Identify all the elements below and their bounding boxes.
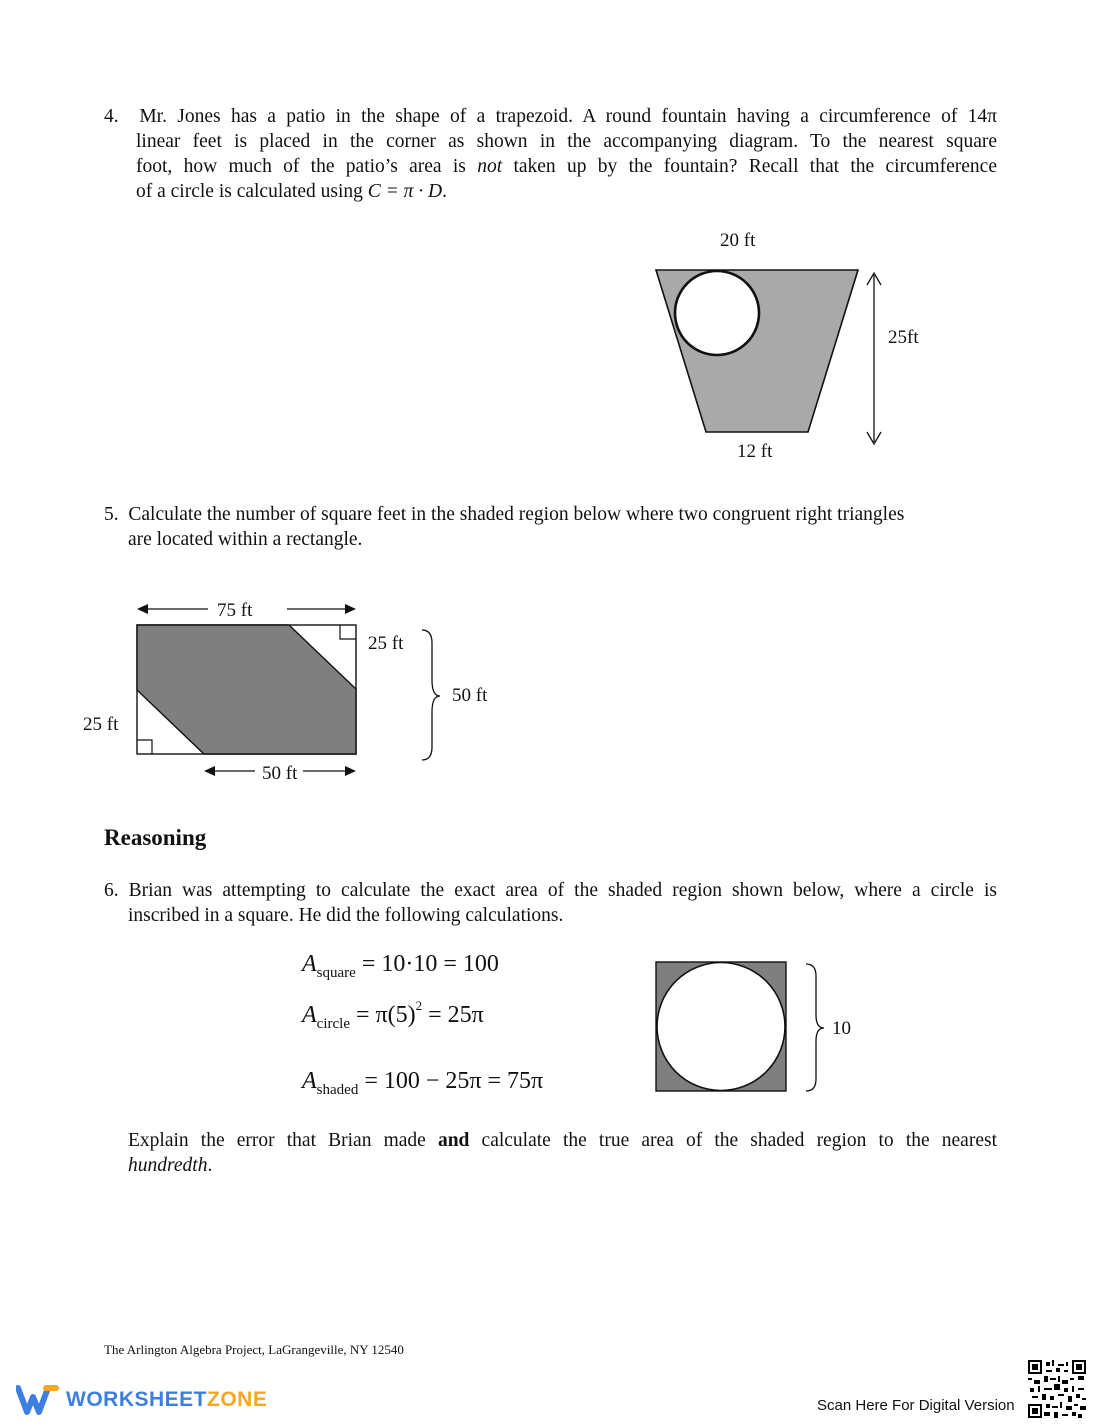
q4-number: 4. bbox=[104, 106, 119, 127]
q5-line-2: are located within a rectangle. bbox=[128, 529, 363, 550]
top-arrow-left-head bbox=[137, 604, 148, 614]
worksheetzone-logo[interactable] bbox=[16, 1384, 267, 1416]
qr-code-icon[interactable] bbox=[1028, 1360, 1086, 1418]
q5-number: 5. bbox=[104, 504, 119, 525]
question-6 bbox=[104, 878, 997, 928]
rect-top-label: 75 ft bbox=[217, 600, 253, 621]
q6-line-1: 6. Brian was attempting to calculate the exact area of the shaded region shown below, where a circle is bbox=[104, 880, 998, 901]
square-circle-diagram bbox=[650, 955, 850, 1100]
q5-line-1: 5. Calculate the number of square feet in the shaded region below where two congruent right triangles bbox=[104, 504, 905, 525]
square-brace bbox=[806, 964, 824, 1091]
right-brace bbox=[422, 630, 440, 760]
q6-line-2: inscribed in a square. He did the following calculations. bbox=[128, 905, 564, 926]
rect-brace-label: 50 ft bbox=[452, 685, 488, 706]
q4-line-2: linear feet is placed in the corner as shown in the accompanying diagram. To the nearest square bbox=[136, 131, 997, 152]
equation-square: $A_{square} = 10\cdot 10 = 100$ bbox=[302, 951, 499, 981]
bottom-arrow-right-head bbox=[345, 766, 356, 776]
q6-explain: Explain the error that Brian made and calculate the true area of the shaded region to the nearest hundredth. bbox=[128, 1130, 997, 1176]
q6-number: 6. bbox=[104, 880, 119, 901]
rectangle-diagram bbox=[120, 595, 450, 780]
circumference-formula: C = π · D bbox=[367, 181, 443, 202]
q4-line-3: foot, how much of the patio’s area is not taken up by the fountain? Recall that the circumference bbox=[136, 156, 997, 177]
trapezoid-height-label: 25ft bbox=[888, 327, 919, 348]
square-side-label: 10 bbox=[832, 1018, 851, 1039]
reasoning-heading: Reasoning bbox=[104, 825, 207, 850]
equation-shaded: $A_{shaded} = 100 - 25\pi = 75\pi$ bbox=[302, 1068, 544, 1098]
top-arrow-right-head bbox=[345, 604, 356, 614]
brand-zone: ZONE bbox=[207, 1388, 268, 1411]
brand-worksheet: WORKSHEET bbox=[66, 1388, 207, 1411]
rect-bottom-label: 50 ft bbox=[262, 763, 298, 784]
q4-line-1: 4. Mr. Jones has a patio in the shape of a trapezoid. A round fountain having a circumference of 14π bbox=[104, 106, 998, 127]
fountain-circle bbox=[675, 271, 759, 355]
q4-line-4: of a circle is calculated using C = π · D. bbox=[136, 181, 448, 202]
rect-right-small-label: 25 ft bbox=[368, 633, 404, 654]
inscribed-circle bbox=[657, 963, 785, 1091]
scan-text: Scan Here For Digital Version bbox=[817, 1397, 1015, 1414]
worksheetzone-w-icon bbox=[16, 1384, 60, 1416]
bottom-arrow-left-head bbox=[204, 766, 215, 776]
equation-circle: $A_{circle} = \pi(5)^2 = 25\pi$ bbox=[302, 998, 484, 1032]
trapezoid-top-label: 20 ft bbox=[720, 230, 756, 251]
rect-left-label: 25 ft bbox=[83, 714, 119, 735]
trapezoid-bottom-label: 12 ft bbox=[737, 441, 773, 462]
footer-credit: The Arlington Algebra Project, LaGrangeville, NY 12540 bbox=[104, 1342, 404, 1357]
question-4 bbox=[104, 104, 997, 204]
question-5 bbox=[104, 502, 997, 552]
